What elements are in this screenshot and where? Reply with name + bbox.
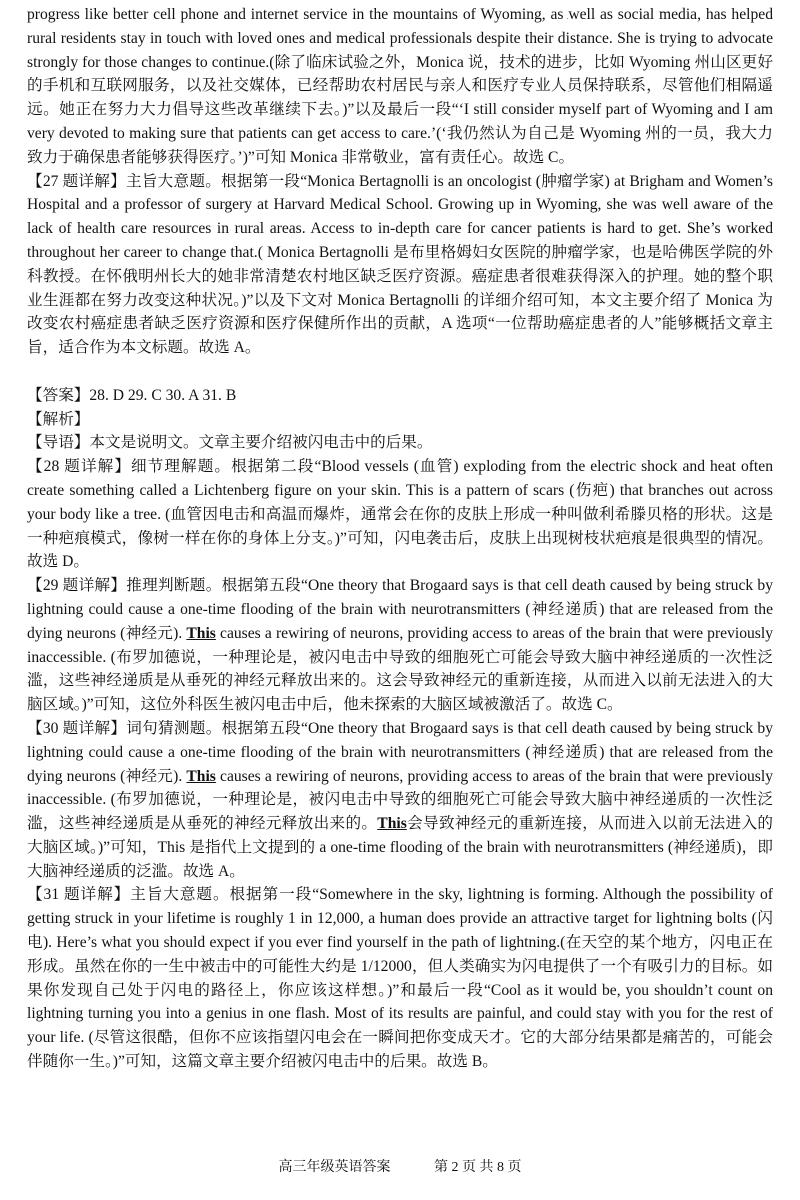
q30-text-c: 会导致神经元的重新连接，从而进入以前无法进入的大脑区域。)”可知，This 是指代上文提到的 a one-time flooding of the brain with neurotransmitters (神经递质)，即大脑神经递质的泛滥。故选 A。 <box>27 815 773 880</box>
q30-text-b: causes a rewiring of neurons, providing access to areas of the brain that were previously inaccessible. (布罗加德说，一种理论是，被闪电击中导致的细胞死亡可能会导致大脑中神经递质的一次性泛滥，这些神经递质是从垂死的神经元释放出来的。 <box>27 767 774 833</box>
q29-explanation <box>27 574 773 717</box>
document-body <box>27 3 773 1074</box>
q29-text-b: causes a rewiring of neurons, providing access to areas of the brain that were previously inaccessible. (布罗加德说，一种理论是，被闪电击中导致的细胞死亡可能会导致大脑中神经递质的一次性泛滥，这些神经递质是从垂死的神经元释放出来的。这会导致神经元的重新连接，从而进入以前无法进入的大脑区域。)”可知，这位外科医生被闪电击中后，他未探索的大脑区域被激活了。故选 C。 <box>27 624 774 714</box>
q30-explanation <box>27 717 773 884</box>
q29-emphasis-this: This <box>186 624 216 642</box>
q30-text-a: 【30 题详解】词句猜测题。根据第五段“One theory that Brogaard says is that cell death caused by being struck by lightning could cause a one-time flooding of the brain with neurotransmitters (神经递质) that are released from the dying neurons (神经元). <box>27 719 773 785</box>
answer-key: 【答案】28. D 29. C 30. A 31. B <box>27 386 237 404</box>
intro-summary: 【导语】本文是说明文。文章主要介绍被闪电击中的后果。 <box>27 434 433 452</box>
analysis-heading: 【解析】 <box>27 410 90 428</box>
q27-explanation: 【27 题详解】主旨大意题。根据第一段“Monica Bertagnolli is an oncologist (肿瘤学家) at Brigham and Women’s Hospital and a professor of surgery at Harvard Medical School. Growing up in Wyoming, she was well aware of the lack of health care resources in rural areas. Access to in-depth care for cancer patients is hard to get. She’s worked throughout her career to change that.( Monica Bertagnolli 是布里格姆妇女医院的肿瘤学家，也是哈佛医学院的外科教授。在怀俄明州长大的她非常清楚农村地区缺乏医疗资源。癌症患者很难获得深入的护理。她的整个职业生涯都在努力改变这种状况。)”以及下文对 Monica Bertagnolli 的详细介绍可知，本文主要介绍了 Monica 为改变农村癌症患者缺乏医疗资源和医疗保健所作出的贡献，A 选项“一位帮助癌症患者的人”能够概括文章主旨，适合作为本文标题。故选 A。 <box>27 172 773 357</box>
q26-explanation-continued: progress like better cell phone and internet service in the mountains of Wyoming, as well as social media, has helped rural residents stay in touch with loved ones and medical professionals despite their distance. She is trying to advocate strongly for those changes to continue.(除了临床试验之外，Monica 说，技术的进步，比如 Wyoming 州山区更好的手机和互联网服务，以及社交媒体，已经帮助农村居民与亲人和医疗专业人员保持联系，尽管他们相隔遥远。她正在努力大力倡导这些改革继续下去。)”以及最后一段“‘I still consider myself part of Wyoming and I am very devoted to making sure that patients can get access to care.’(‘我仍然认为自己是 Wyoming 州的一员，我大力致力于确保患者能够获得医疗。’)”可知 Monica 非常敬业，富有责任心。故选 C。 <box>27 6 773 166</box>
spacer <box>27 360 773 384</box>
q31-explanation: 【31 题详解】主旨大意题。根据第一段“Somewhere in the sky, lightning is forming. Although the possibility of getting struck in your lifetime is roughly 1 in 12,000, a human does provide an attractive target for lightning bolts (闪电). Here’s what you should expect if you ever find yourself in the path of lightning.(在天空的某个地方，闪电正在形成。虽然在你的一生中被击中的可能性大约是 1/12000，但人类确实为闪电提供了一个有吸引力的目标。如果你发现自己处于闪电的路径上，你应该这样想。)”和最后一段“Cool as it would be, you shouldn’t count on lightning turning you into a genius in one flash. Most of its results are painful, and could stay with you for the rest of your life. (尽管这很酷，但你不应该指望闪电会在一瞬间把你变成天才。它的大部分结果都是痛苦的，可能会伴随你一生。)”可知，这篇文章主要介绍被闪电击中的后果。故选 B。 <box>27 886 773 1071</box>
q30-emphasis-this-1: This <box>186 767 216 785</box>
q28-explanation: 【28 题详解】细节理解题。根据第二段“Blood vessels (血管) exploding from the electric shock and heat often create something called a Lichtenberg figure on your skin. This is a pattern of scars (伤疤) that branches out across your body like a tree. (血管因电击和高温而爆炸，通常会在你的皮肤上形成一种叫做利希滕贝格的形状。这是一种疤痕模式，像树一样在你的身体上分支。)”可知，闪电袭击后，皮肤上出现树枝状疤痕是很典型的情况。故选 D。 <box>27 458 773 571</box>
footer-title: 高三年级英语答案 <box>278 1160 391 1175</box>
q29-text-a: 【29 题详解】推理判断题。根据第五段“One theory that Brogaard says is that cell death caused by being struck by lightning could cause a one-time flooding of the brain with neurotransmitters (神经递质) that are released from the dying neurons (神经元). <box>27 577 773 642</box>
footer-page-number: 第 2 页 共 8 页 <box>434 1160 522 1175</box>
page-footer <box>0 1156 800 1176</box>
q30-emphasis-this-2: This <box>377 815 407 833</box>
